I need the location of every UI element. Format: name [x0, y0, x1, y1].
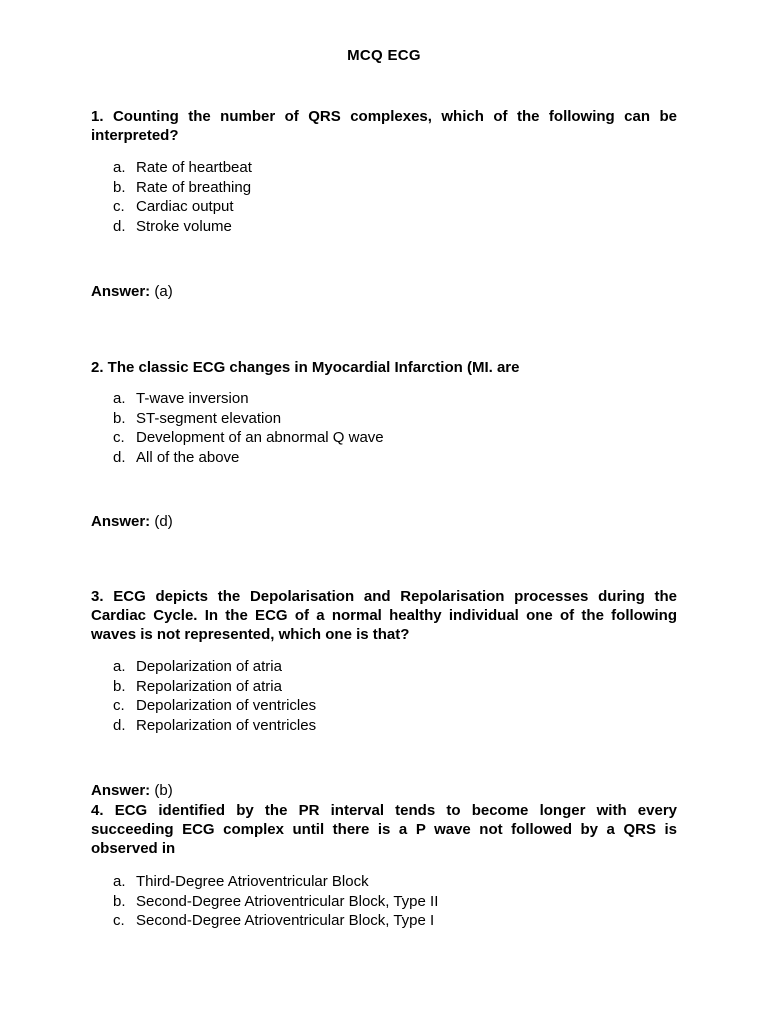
option-c [113, 696, 316, 716]
answer-label: Answer: [91, 782, 151, 799]
option-c [113, 911, 438, 931]
option-text: Depolarization of atria [136, 658, 282, 675]
option-text: Cardiac output [136, 198, 234, 215]
option-text: Second-Degree Atrioventricular Block, Type II [136, 892, 439, 910]
option-text: ST-segment elevation [136, 409, 282, 427]
question-1-text: 1. Counting the number of QRS complexes, which of the following can be interpreted? [91, 108, 677, 144]
answer-label: Answer: [91, 513, 151, 530]
option-d [113, 716, 316, 736]
option-text: Stroke volume [136, 217, 232, 235]
option-letter: b. [113, 409, 126, 427]
option-d [113, 448, 384, 468]
option-text: Repolarization of ventricles [136, 716, 317, 734]
option-text: T-wave inversion [136, 390, 249, 407]
answer-value: (b) [154, 782, 173, 799]
option-letter: d. [113, 217, 126, 235]
question-4-text: 4. ECG identified by the PR interval tends to become longer with every succeeding ECG complex until there is a P wave not followed by a QRS is observed in [91, 802, 677, 857]
answer-value: (d) [154, 513, 173, 530]
question-2-options [113, 389, 384, 467]
question-3-text: 3. ECG depicts the Depolarisation and Repolarisation processes during the Cardiac Cycle. In the ECG of a normal healthy individual one of the following waves is not represented, which one is that? [91, 588, 677, 643]
question-3-options [113, 657, 316, 735]
option-b [113, 677, 316, 697]
question-3-answer [91, 781, 173, 800]
option-c [113, 197, 252, 217]
option-letter: c. [113, 912, 125, 929]
question-1-answer [91, 282, 173, 301]
option-a [113, 657, 316, 677]
option-text: Development of an abnormal Q wave [136, 429, 384, 446]
question-2-answer [91, 512, 173, 531]
option-a [113, 389, 384, 409]
option-text: Rate of heartbeat [136, 159, 252, 176]
option-letter: c. [113, 198, 125, 215]
question-2-text: 2. The classic ECG changes in Myocardial Infarction (MI. are [91, 359, 520, 376]
option-letter: a. [113, 159, 126, 176]
option-letter: d. [113, 448, 126, 466]
option-b [113, 178, 252, 198]
option-a [113, 872, 438, 892]
answer-value: (a) [154, 283, 173, 300]
option-a [113, 158, 252, 178]
option-text: Rate of breathing [136, 178, 252, 196]
option-letter: a. [113, 873, 126, 890]
option-c [113, 428, 384, 448]
option-b [113, 409, 384, 429]
option-text: Third-Degree Atrioventricular Block [136, 873, 369, 890]
option-letter: d. [113, 716, 126, 734]
option-letter: b. [113, 178, 126, 196]
option-b [113, 892, 438, 912]
question-4-options [113, 872, 438, 931]
answer-label: Answer: [91, 283, 151, 300]
option-letter: b. [113, 892, 126, 910]
option-text: Repolarization of atria [136, 677, 282, 695]
option-text: Second-Degree Atrioventricular Block, Type I [136, 912, 435, 929]
option-d [113, 217, 252, 237]
option-letter: b. [113, 677, 126, 695]
document-title: MCQ ECG [347, 47, 421, 64]
option-letter: a. [113, 390, 126, 407]
option-letter: c. [113, 429, 125, 446]
question-1-options [113, 158, 252, 236]
option-text: All of the above [136, 448, 240, 466]
option-letter: a. [113, 658, 126, 675]
option-text: Depolarization of ventricles [136, 697, 317, 714]
option-letter: c. [113, 697, 125, 714]
